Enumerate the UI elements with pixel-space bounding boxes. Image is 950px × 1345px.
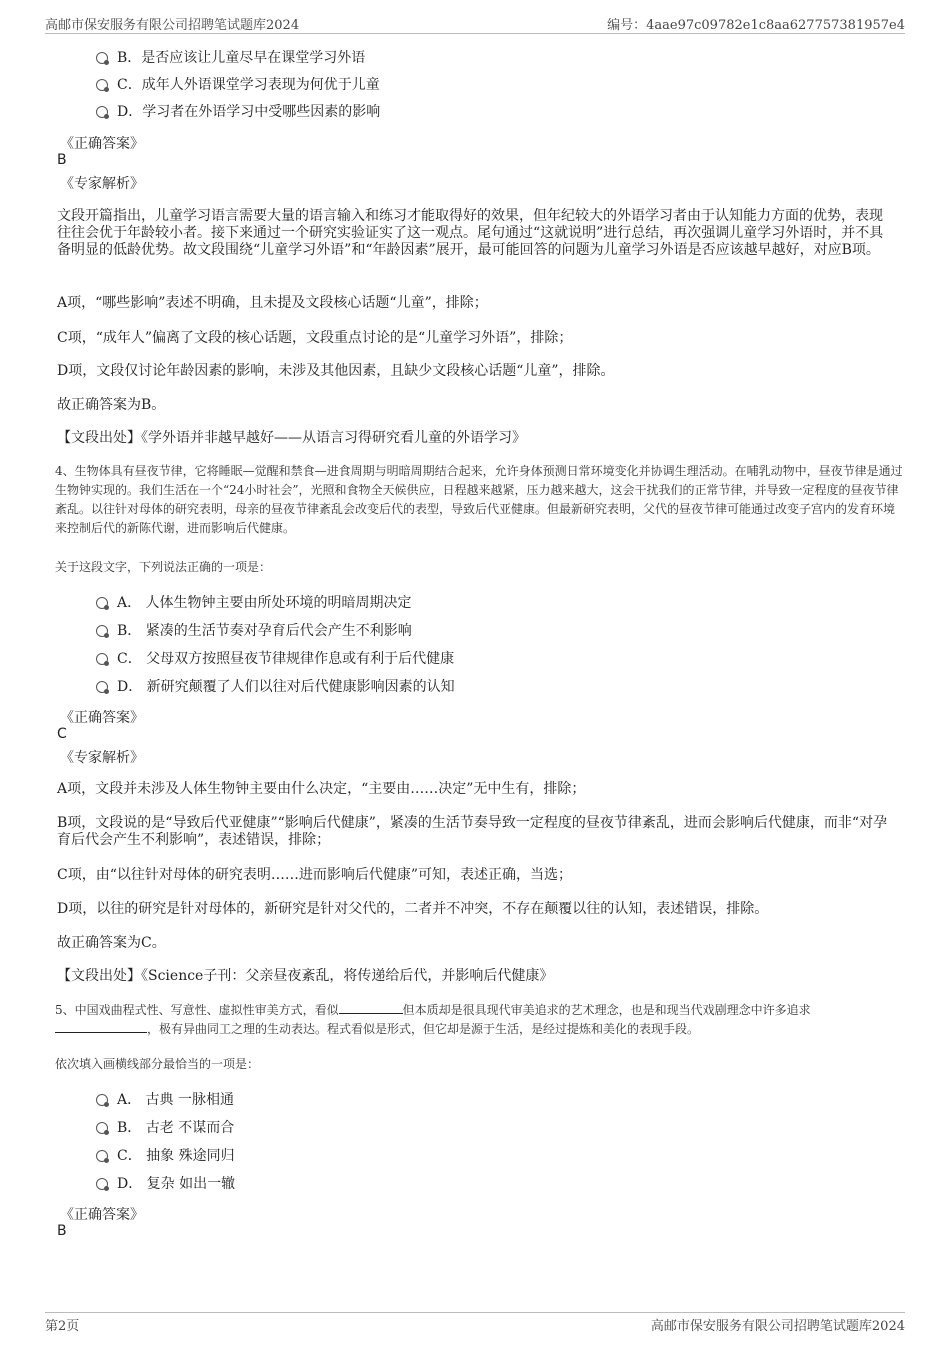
q3-option-d[interactable]: D．学习者在外语学习中受哪些因素的影响	[96, 103, 380, 121]
q4-stem: 4、生物体具有昼夜节律，它将睡眠—觉醒和禁食—进食周期与明暗周期结合起来，允许身体预测日常环境变化并协调生理活动。在哺乳动物中，昼夜节律是通过生物钟实现的。我们生活在一个“24小时社会”，光照和食物全天候供应，日程越来越紧，压力越来越大，这会干扰我们的正常节律，并导致一定程度的昼夜节律紊乱。以往针对母体的研究表明，母亲的昼夜节律紊乱会改变后代的表型，导致后代亚健康。但最新研究表明，父代的昼夜节律可能通过改变子宫内的发育环境来控制后代的新陈代谢，进而影响后代健康。	[55, 464, 903, 535]
q4-option-a[interactable]: A． 人体生物钟主要由所处环境的明暗周期决定	[96, 594, 412, 612]
q4-answer: C	[57, 726, 67, 742]
header-title: 高邮市保安服务有限公司招聘笔试题库2024	[45, 18, 300, 33]
fill-blank-2	[55, 1021, 147, 1033]
q3-answer: B	[57, 152, 67, 168]
q4-question: 关于这段文字，下列说法正确的一项是：	[55, 560, 272, 574]
q3-analysis-a: A项，“哪些影响”表述不明确，且未提及文段核心话题“儿童”，排除；	[57, 295, 488, 311]
q3-conclusion: 故正确答案为B。	[57, 397, 166, 413]
q3-analysis-c: C项，“成年人”偏离了文段的核心话题，文段重点讨论的是“儿童学习外语”，排除；	[57, 330, 573, 346]
q4-option-b[interactable]: B． 紧凑的生活节奏对孕育后代会产生不利影响	[96, 622, 412, 640]
q4-analysis-b: B项，文段说的是“导致后代亚健康”“影响后代健康”，紧凑的生活节奏导致一定程度的昼夜节律紊乱，进而会影响后代健康，而非“对孕育后代会产生不利影响”，表述错误，排除；	[57, 815, 888, 848]
radio-icon[interactable]	[96, 1122, 108, 1134]
radio-icon[interactable]	[96, 1178, 108, 1190]
q4-source: 【文段出处】《Science子刊：父亲昼夜紊乱，将传递给后代，并影响后代健康》	[57, 968, 554, 984]
page-header	[45, 14, 905, 34]
radio-icon[interactable]	[96, 52, 108, 64]
radio-icon[interactable]	[96, 653, 108, 665]
q5-option-c[interactable]: C． 抽象 殊途同归	[96, 1147, 235, 1165]
q5-option-a[interactable]: A． 古典 一脉相通	[96, 1091, 234, 1109]
q5-option-b[interactable]: B． 古老 不谋而合	[96, 1119, 234, 1137]
q3-analysis-label: 《专家解析》	[60, 176, 144, 192]
footer-title: 高邮市保安服务有限公司招聘笔试题库2024	[650, 1319, 905, 1334]
q3-option-b[interactable]: B．是否应该让儿童尽早在课堂学习外语	[96, 49, 365, 67]
q3-answer-label: 《正确答案》	[60, 136, 144, 152]
q3-analysis-d: D项，文段仅讨论年龄因素的影响，未涉及其他因素，且缺少文段核心话题“儿童”，排除。	[57, 363, 615, 379]
radio-icon[interactable]	[96, 597, 108, 609]
q4-answer-label: 《正确答案》	[60, 710, 144, 726]
q4-analysis-label: 《专家解析》	[60, 750, 144, 766]
q4-option-d[interactable]: D． 新研究颠覆了人们以往对后代健康影响因素的认知	[96, 678, 455, 696]
radio-icon[interactable]	[96, 79, 108, 91]
q4-analysis-d: D项，以往的研究是针对母体的，新研究是针对父代的，二者并不冲突，不存在颠覆以往的认知，表述错误，排除。	[57, 901, 769, 917]
radio-icon[interactable]	[96, 625, 108, 637]
q3-option-c[interactable]: C．成年人外语课堂学习表现为何优于儿童	[96, 76, 380, 94]
q5-question: 依次填入画横线部分最恰当的一项是：	[55, 1057, 260, 1071]
q4-analysis-c: C项，由“以往针对母体的研究表明……进而影响后代健康”可知，表述正确，当选；	[57, 867, 573, 883]
q4-option-c[interactable]: C． 父母双方按照昼夜节律规律作息或有利于后代健康	[96, 650, 454, 668]
q5-stem: 5、中国戏曲程式性、写意性、虚拟性审美方式，看似 但本质却是很具现代审美追求的艺术理念，也是和现当代戏剧理念中许多追求 ，极有异曲同工之理的生动表达。程式看似是形式，但它却是源于生活，是经过提炼和美化的表现手段。	[55, 1003, 811, 1036]
radio-icon[interactable]	[96, 106, 108, 118]
page-number: 第2页	[45, 1319, 80, 1334]
q5-option-d[interactable]: D． 复杂 如出一辙	[96, 1175, 235, 1193]
fill-blank-1	[339, 1002, 403, 1014]
q3-source: 【文段出处】《学外语并非越早越好——从语言习得研究看儿童的外语学习》	[57, 430, 526, 446]
radio-icon[interactable]	[96, 1150, 108, 1162]
radio-icon[interactable]	[96, 1094, 108, 1106]
radio-icon[interactable]	[96, 681, 108, 693]
q4-analysis-a: A项，文段并未涉及人体生物钟主要由什么决定，“主要由……决定”无中生有，排除；	[57, 781, 586, 797]
page-footer	[45, 1312, 905, 1332]
q4-conclusion: 故正确答案为C。	[57, 935, 166, 951]
q5-answer-label: 《正确答案》	[60, 1207, 144, 1223]
q5-answer: B	[57, 1223, 67, 1239]
q3-analysis-main: 文段开篇指出，儿童学习语言需要大量的语言输入和练习才能取得好的效果，但年纪较大的外语学习者由于认知能力方面的优势，表现往往会优于年龄较小者。接下来通过一个研究实验证实了这一观点。尾句通过“这就说明”进行总结，再次强调儿童学习外语时，并不具备明显的低龄优势。故文段围绕“儿童学习外语”和“年龄因素”展开，最可能回答的问题为儿童学习外语是否应该越早越好，对应B项。	[57, 208, 884, 258]
header-serial: 编号：4aae97c09782e1c8aa627757381957e4	[607, 18, 905, 33]
